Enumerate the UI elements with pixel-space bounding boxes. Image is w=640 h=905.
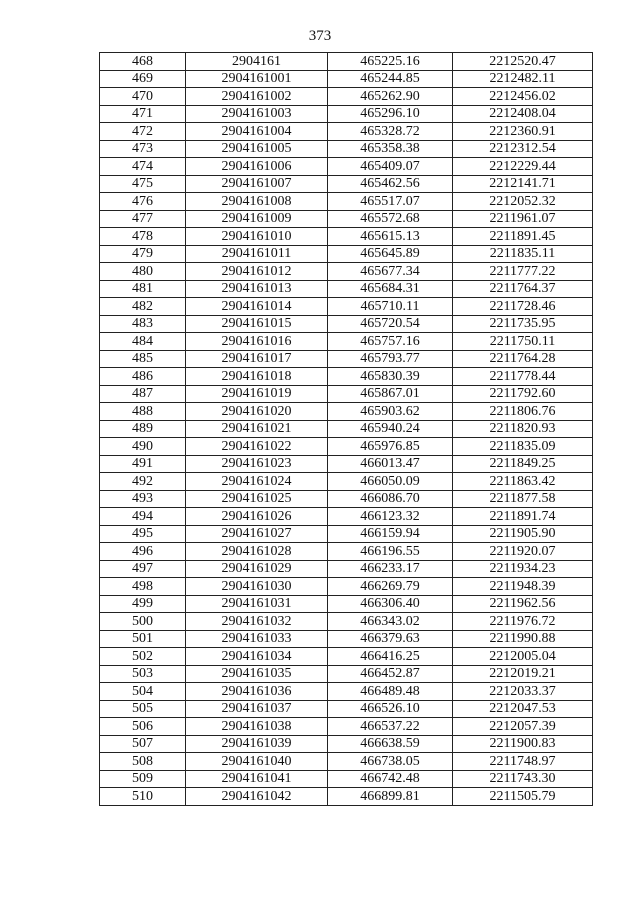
point-id-cell: 2904161006	[186, 158, 328, 176]
point-id-cell: 2904161027	[186, 525, 328, 543]
y-coordinate-cell: 2211505.79	[453, 788, 593, 806]
point-id-cell: 2904161028	[186, 543, 328, 561]
point-number-cell: 510	[100, 788, 186, 806]
point-number-cell: 505	[100, 700, 186, 718]
x-coordinate-cell: 465677.34	[328, 263, 453, 281]
point-number-cell: 480	[100, 263, 186, 281]
x-coordinate-cell: 465903.62	[328, 403, 453, 421]
table-row	[100, 315, 593, 333]
table-row	[100, 420, 593, 438]
table-row	[100, 298, 593, 316]
point-id-cell: 2904161023	[186, 455, 328, 473]
point-number-cell: 486	[100, 368, 186, 386]
x-coordinate-cell: 465867.01	[328, 385, 453, 403]
table-row	[100, 350, 593, 368]
table-row	[100, 753, 593, 771]
table-row	[100, 718, 593, 736]
table-row	[100, 490, 593, 508]
y-coordinate-cell: 2212005.04	[453, 648, 593, 666]
x-coordinate-cell: 465462.56	[328, 175, 453, 193]
point-number-cell: 474	[100, 158, 186, 176]
y-coordinate-cell: 2211750.11	[453, 333, 593, 351]
x-coordinate-cell: 466416.25	[328, 648, 453, 666]
table-row	[100, 770, 593, 788]
y-coordinate-cell: 2211835.09	[453, 438, 593, 456]
y-coordinate-cell: 2212482.11	[453, 70, 593, 88]
table-row	[100, 368, 593, 386]
x-coordinate-cell: 465940.24	[328, 420, 453, 438]
x-coordinate-cell: 465684.31	[328, 280, 453, 298]
point-number-cell: 499	[100, 595, 186, 613]
table-row	[100, 245, 593, 263]
point-number-cell: 482	[100, 298, 186, 316]
y-coordinate-cell: 2212052.32	[453, 193, 593, 211]
x-coordinate-cell: 465225.16	[328, 53, 453, 71]
table-row	[100, 70, 593, 88]
point-id-cell: 2904161020	[186, 403, 328, 421]
point-id-cell: 2904161029	[186, 560, 328, 578]
table-row	[100, 228, 593, 246]
table-row	[100, 140, 593, 158]
point-number-cell: 504	[100, 683, 186, 701]
point-number-cell: 485	[100, 350, 186, 368]
x-coordinate-cell: 466526.10	[328, 700, 453, 718]
point-id-cell: 2904161015	[186, 315, 328, 333]
table-row	[100, 613, 593, 631]
y-coordinate-cell: 2212408.04	[453, 105, 593, 123]
table-row	[100, 385, 593, 403]
x-coordinate-cell: 465710.11	[328, 298, 453, 316]
x-coordinate-cell: 465720.54	[328, 315, 453, 333]
y-coordinate-cell: 2211806.76	[453, 403, 593, 421]
point-id-cell: 2904161014	[186, 298, 328, 316]
point-id-cell: 2904161016	[186, 333, 328, 351]
x-coordinate-cell: 466899.81	[328, 788, 453, 806]
point-id-cell: 2904161	[186, 53, 328, 71]
point-number-cell: 471	[100, 105, 186, 123]
x-coordinate-cell: 466306.40	[328, 595, 453, 613]
x-coordinate-cell: 465976.85	[328, 438, 453, 456]
y-coordinate-cell: 2211891.74	[453, 508, 593, 526]
x-coordinate-cell: 466452.87	[328, 665, 453, 683]
point-number-cell: 469	[100, 70, 186, 88]
point-number-cell: 488	[100, 403, 186, 421]
table-row	[100, 525, 593, 543]
point-number-cell: 494	[100, 508, 186, 526]
point-id-cell: 2904161030	[186, 578, 328, 596]
point-id-cell: 2904161034	[186, 648, 328, 666]
y-coordinate-cell: 2212033.37	[453, 683, 593, 701]
y-coordinate-cell: 2211764.28	[453, 350, 593, 368]
table-row	[100, 630, 593, 648]
table-row	[100, 683, 593, 701]
x-coordinate-cell: 465409.07	[328, 158, 453, 176]
point-id-cell: 2904161003	[186, 105, 328, 123]
page-number: 373	[308, 28, 332, 44]
table-row	[100, 193, 593, 211]
y-coordinate-cell: 2211748.97	[453, 753, 593, 771]
point-number-cell: 491	[100, 455, 186, 473]
table-row	[100, 263, 593, 281]
y-coordinate-cell: 2211900.83	[453, 735, 593, 753]
point-number-cell: 492	[100, 473, 186, 491]
x-coordinate-cell: 465793.77	[328, 350, 453, 368]
x-coordinate-cell: 466050.09	[328, 473, 453, 491]
point-number-cell: 483	[100, 315, 186, 333]
y-coordinate-cell: 2211877.58	[453, 490, 593, 508]
table-row	[100, 438, 593, 456]
table-row	[100, 788, 593, 806]
point-number-cell: 484	[100, 333, 186, 351]
point-id-cell: 2904161039	[186, 735, 328, 753]
point-number-cell: 470	[100, 88, 186, 106]
y-coordinate-cell: 2211934.23	[453, 560, 593, 578]
x-coordinate-cell: 465830.39	[328, 368, 453, 386]
y-coordinate-cell: 2212057.39	[453, 718, 593, 736]
point-id-cell: 2904161007	[186, 175, 328, 193]
point-number-cell: 495	[100, 525, 186, 543]
x-coordinate-cell: 465328.72	[328, 123, 453, 141]
point-id-cell: 2904161019	[186, 385, 328, 403]
table-row	[100, 543, 593, 561]
point-number-cell: 508	[100, 753, 186, 771]
table-row	[100, 123, 593, 141]
y-coordinate-cell: 2211792.60	[453, 385, 593, 403]
point-number-cell: 478	[100, 228, 186, 246]
point-number-cell: 475	[100, 175, 186, 193]
point-id-cell: 2904161035	[186, 665, 328, 683]
table-row	[100, 648, 593, 666]
point-number-cell: 468	[100, 53, 186, 71]
point-id-cell: 2904161009	[186, 210, 328, 228]
x-coordinate-cell: 465645.89	[328, 245, 453, 263]
table-row	[100, 473, 593, 491]
x-coordinate-cell: 465572.68	[328, 210, 453, 228]
point-number-cell: 509	[100, 770, 186, 788]
table-row	[100, 508, 593, 526]
x-coordinate-cell: 466638.59	[328, 735, 453, 753]
point-id-cell: 2904161042	[186, 788, 328, 806]
y-coordinate-cell: 2212229.44	[453, 158, 593, 176]
point-id-cell: 2904161024	[186, 473, 328, 491]
point-number-cell: 476	[100, 193, 186, 211]
point-number-cell: 481	[100, 280, 186, 298]
point-id-cell: 2904161002	[186, 88, 328, 106]
point-id-cell: 2904161005	[186, 140, 328, 158]
table-row	[100, 53, 593, 71]
x-coordinate-cell: 466738.05	[328, 753, 453, 771]
table-row	[100, 595, 593, 613]
point-number-cell: 472	[100, 123, 186, 141]
point-id-cell: 2904161008	[186, 193, 328, 211]
point-number-cell: 477	[100, 210, 186, 228]
y-coordinate-cell: 2211778.44	[453, 368, 593, 386]
point-id-cell: 2904161036	[186, 683, 328, 701]
y-coordinate-cell: 2211948.39	[453, 578, 593, 596]
x-coordinate-cell: 466742.48	[328, 770, 453, 788]
y-coordinate-cell: 2212360.91	[453, 123, 593, 141]
point-number-cell: 502	[100, 648, 186, 666]
point-id-cell: 2904161017	[186, 350, 328, 368]
y-coordinate-cell: 2212019.21	[453, 665, 593, 683]
table-row	[100, 88, 593, 106]
y-coordinate-cell: 2211990.88	[453, 630, 593, 648]
x-coordinate-cell: 466379.63	[328, 630, 453, 648]
x-coordinate-cell: 466159.94	[328, 525, 453, 543]
x-coordinate-cell: 465615.13	[328, 228, 453, 246]
y-coordinate-cell: 2212312.54	[453, 140, 593, 158]
point-id-cell: 2904161013	[186, 280, 328, 298]
point-number-cell: 506	[100, 718, 186, 736]
y-coordinate-cell: 2211962.56	[453, 595, 593, 613]
y-coordinate-cell: 2211728.46	[453, 298, 593, 316]
table-row	[100, 280, 593, 298]
x-coordinate-cell: 466013.47	[328, 455, 453, 473]
y-coordinate-cell: 2211743.30	[453, 770, 593, 788]
y-coordinate-cell: 2212520.47	[453, 53, 593, 71]
point-number-cell: 501	[100, 630, 186, 648]
point-number-cell: 496	[100, 543, 186, 561]
point-id-cell: 2904161026	[186, 508, 328, 526]
x-coordinate-cell: 466269.79	[328, 578, 453, 596]
point-number-cell: 503	[100, 665, 186, 683]
table-row	[100, 665, 593, 683]
table-row	[100, 578, 593, 596]
y-coordinate-cell: 2211863.42	[453, 473, 593, 491]
y-coordinate-cell: 2211777.22	[453, 263, 593, 281]
point-number-cell: 497	[100, 560, 186, 578]
point-id-cell: 2904161021	[186, 420, 328, 438]
table-row	[100, 700, 593, 718]
y-coordinate-cell: 2211835.11	[453, 245, 593, 263]
y-coordinate-cell: 2212141.71	[453, 175, 593, 193]
y-coordinate-cell: 2211920.07	[453, 543, 593, 561]
table-row	[100, 175, 593, 193]
x-coordinate-cell: 465517.07	[328, 193, 453, 211]
table-body	[100, 53, 593, 806]
point-id-cell: 2904161011	[186, 245, 328, 263]
y-coordinate-cell: 2211764.37	[453, 280, 593, 298]
table-row	[100, 560, 593, 578]
point-number-cell: 507	[100, 735, 186, 753]
point-number-cell: 498	[100, 578, 186, 596]
x-coordinate-cell: 466343.02	[328, 613, 453, 631]
y-coordinate-cell: 2211820.93	[453, 420, 593, 438]
point-id-cell: 2904161038	[186, 718, 328, 736]
point-id-cell: 2904161012	[186, 263, 328, 281]
x-coordinate-cell: 466489.48	[328, 683, 453, 701]
y-coordinate-cell: 2211961.07	[453, 210, 593, 228]
point-id-cell: 2904161004	[186, 123, 328, 141]
point-id-cell: 2904161025	[186, 490, 328, 508]
point-number-cell: 487	[100, 385, 186, 403]
point-number-cell: 500	[100, 613, 186, 631]
y-coordinate-cell: 2211849.25	[453, 455, 593, 473]
table-row	[100, 735, 593, 753]
y-coordinate-cell: 2212047.53	[453, 700, 593, 718]
point-number-cell: 489	[100, 420, 186, 438]
point-id-cell: 2904161022	[186, 438, 328, 456]
point-id-cell: 2904161001	[186, 70, 328, 88]
point-id-cell: 2904161010	[186, 228, 328, 246]
point-number-cell: 493	[100, 490, 186, 508]
point-id-cell: 2904161033	[186, 630, 328, 648]
point-id-cell: 2904161040	[186, 753, 328, 771]
table-row	[100, 403, 593, 421]
point-id-cell: 2904161032	[186, 613, 328, 631]
table-row	[100, 455, 593, 473]
table-row	[100, 158, 593, 176]
y-coordinate-cell: 2211891.45	[453, 228, 593, 246]
x-coordinate-cell: 466537.22	[328, 718, 453, 736]
y-coordinate-cell: 2211905.90	[453, 525, 593, 543]
table-row	[100, 210, 593, 228]
x-coordinate-cell: 466233.17	[328, 560, 453, 578]
point-id-cell: 2904161018	[186, 368, 328, 386]
point-number-cell: 473	[100, 140, 186, 158]
y-coordinate-cell: 2211735.95	[453, 315, 593, 333]
point-id-cell: 2904161037	[186, 700, 328, 718]
table-row	[100, 105, 593, 123]
y-coordinate-cell: 2212456.02	[453, 88, 593, 106]
x-coordinate-cell: 466086.70	[328, 490, 453, 508]
point-id-cell: 2904161041	[186, 770, 328, 788]
y-coordinate-cell: 2211976.72	[453, 613, 593, 631]
x-coordinate-cell: 466196.55	[328, 543, 453, 561]
x-coordinate-cell: 465296.10	[328, 105, 453, 123]
x-coordinate-cell: 466123.32	[328, 508, 453, 526]
x-coordinate-cell: 465262.90	[328, 88, 453, 106]
x-coordinate-cell: 465358.38	[328, 140, 453, 158]
x-coordinate-cell: 465244.85	[328, 70, 453, 88]
x-coordinate-cell: 465757.16	[328, 333, 453, 351]
table-row	[100, 333, 593, 351]
point-id-cell: 2904161031	[186, 595, 328, 613]
point-number-cell: 490	[100, 438, 186, 456]
coordinates-table	[99, 52, 593, 806]
point-number-cell: 479	[100, 245, 186, 263]
